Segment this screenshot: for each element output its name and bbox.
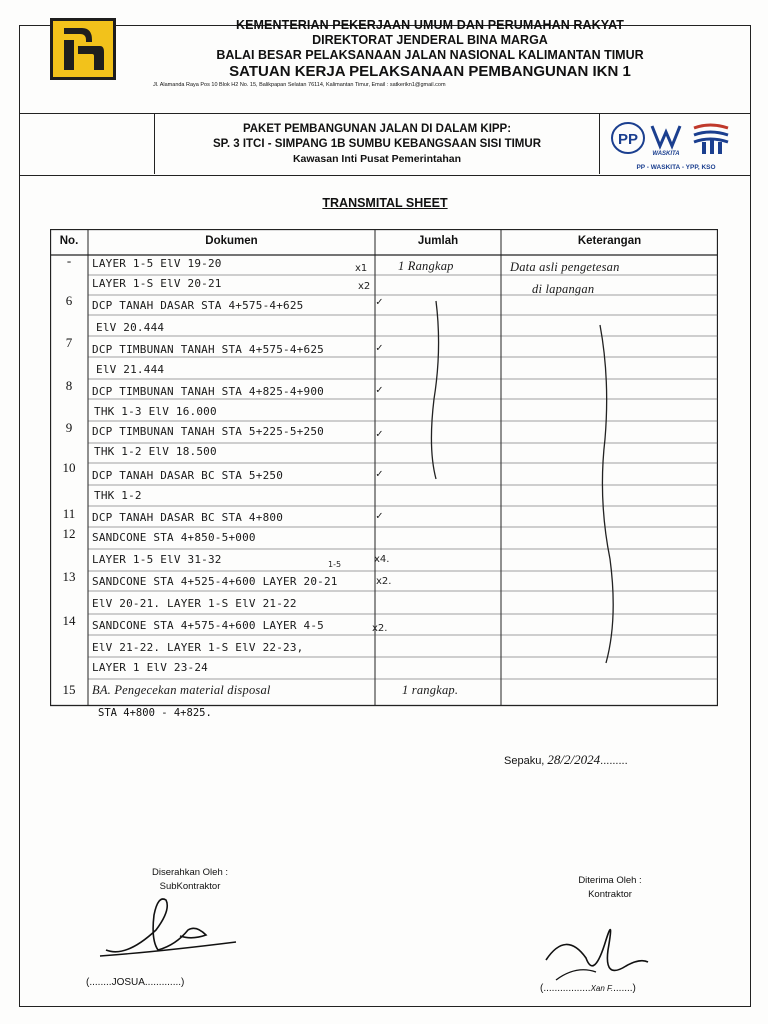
- row-doc-line: LAYER 1-5 ElV 31-32: [92, 553, 222, 566]
- transmittal-table: [50, 229, 718, 704]
- satker-name: SATUAN KERJA PELAKSANAAN PEMBANGUNAN IKN 1: [229, 63, 631, 80]
- package-header-left-cell: [19, 114, 155, 174]
- package-line-1: PAKET PEMBANGUNAN JALAN DI DALAM KIPP:: [242, 123, 512, 135]
- sender-name-text: JOSUA: [111, 977, 145, 988]
- row-mark: x2.: [376, 576, 392, 587]
- receiver-signature-icon: [536, 910, 686, 990]
- kso-label: PP - WASKITA - YPP, KSO: [636, 164, 716, 171]
- package-line-3: Kawasan Inti Pusat Pemerintahan: [292, 153, 462, 165]
- receiver-label: Diterima Oleh :: [578, 875, 642, 886]
- waskita-logo-text: WASKITA: [652, 151, 680, 157]
- package-header: [19, 114, 751, 176]
- row-jumlah: ✓: [376, 427, 383, 440]
- row-doc-line: BA. Pengecekan material disposal: [92, 683, 271, 697]
- row-no: 8: [65, 378, 73, 393]
- row-no: 15: [62, 682, 76, 697]
- row-jumlah: 1 Rangkap: [398, 259, 454, 273]
- row-keterangan: Data asli pengetesan: [510, 260, 620, 274]
- row-no: 10: [62, 460, 76, 475]
- row-doc-line: ElV 20.444: [96, 321, 165, 334]
- balai-name: BALAI BESAR PELAKSANAAN JALAN NASIONAL KALIMANTAN TIMUR: [216, 48, 644, 62]
- kso-logos-icon: [610, 120, 742, 158]
- row-doc-line: DCP TIMBUNAN TANAH STA 4+825-4+900: [92, 385, 324, 398]
- row-mark: x1: [355, 263, 368, 274]
- pupr-logo-icon: [50, 18, 116, 80]
- row-doc-line: ElV 21.444: [96, 363, 165, 376]
- row-doc-line: LAYER 1-S ElV 20-21: [92, 277, 222, 290]
- receiver-signature-block: [540, 874, 680, 902]
- row-mark: x4.: [374, 554, 390, 565]
- row-doc-line: THK 1-2 ElV 18.500: [94, 445, 217, 458]
- partner-logos-cell: [599, 114, 752, 174]
- row-doc-line: LAYER 1 ElV 23-24: [92, 661, 208, 674]
- pp-logo-text: PP: [617, 131, 639, 148]
- row-no: 9: [65, 420, 73, 435]
- row-doc-line: THK 1-2: [94, 489, 142, 502]
- row-no: 13: [62, 569, 76, 584]
- row-doc-line: THK 1-3 ElV 16.000: [94, 405, 217, 418]
- place-date: Sepaku, 28/2/2024.........: [504, 752, 628, 767]
- sender-label: Diserahkan Oleh :: [151, 867, 229, 878]
- row-mark: x2.: [372, 623, 388, 634]
- row-no: 7: [65, 335, 73, 350]
- col-header-keterangan: Keterangan: [577, 235, 642, 247]
- row-doc-line: DCP TANAH DASAR BC STA 5+250: [92, 469, 284, 482]
- place-label: Sepaku,: [504, 755, 548, 767]
- row-doc-line: LAYER 1-5 ElV 19-20: [92, 257, 222, 270]
- row-no: 11: [62, 506, 76, 521]
- row-jumlah: 1 rangkap.: [402, 683, 459, 697]
- row-superscript: 1-5: [328, 560, 342, 569]
- row-jumlah: ✓: [376, 341, 383, 354]
- package-line-2: SP. 3 ITCI - SIMPANG 1B SUMBU KEBANGSAAN SISI TIMUR: [213, 138, 541, 150]
- row-doc-line: DCP TIMBUNAN TANAH STA 4+575-4+625: [92, 343, 324, 356]
- row-doc-line: SANDCONE STA 4+850-5+000: [92, 531, 256, 544]
- row-keterangan: di lapangan: [532, 282, 595, 296]
- row-doc-line: DCP TANAH DASAR BC STA 4+800: [92, 511, 284, 524]
- document-title: TRANSMITAL SHEET: [322, 196, 448, 210]
- col-header-jumlah: Jumlah: [417, 235, 459, 247]
- receiver-name: (.................Xan F........): [540, 983, 636, 994]
- row-doc-line: SANDCONE STA 4+525-4+600 LAYER 20-21: [92, 575, 338, 588]
- sender-role: SubKontraktor: [159, 881, 221, 892]
- row-doc-line: DCP TIMBUNAN TANAH STA 5+225-5+250: [92, 425, 324, 438]
- row-doc-line: ElV 20-21. LAYER 1-S ElV 21-22: [92, 597, 297, 610]
- row-doc-line: ElV 21-22. LAYER 1-S ElV 22-23,: [92, 641, 304, 654]
- row-no: 12: [62, 526, 76, 541]
- receiver-role: Kontraktor: [588, 889, 632, 900]
- sender-signature-icon: [96, 890, 246, 970]
- sender-name: (........JOSUA.............): [86, 977, 185, 988]
- row-jumlah: ✓: [376, 295, 383, 308]
- package-title: [155, 122, 599, 166]
- col-header-dokumen: Dokumen: [205, 235, 258, 247]
- address-line: Jl. Alamanda Raya Pos 10 Blok H2 No. 15, Balikpapan Selatan 76114, Kalimantan Timur, Email : satkerikn1@gmail.com: [153, 82, 446, 88]
- row-no: 6: [65, 293, 73, 308]
- ministry-name: KEMENTERIAN PEKERJAAN UMUM DAN PERUMAHAN RAKYAT: [235, 18, 625, 32]
- row-jumlah: ✓: [376, 467, 383, 480]
- directorate-name: DIREKTORAT JENDERAL BINA MARGA: [312, 33, 548, 47]
- col-header-no: No.: [59, 235, 79, 247]
- date-value: 28/2/2024: [547, 752, 601, 767]
- receiver-name-text: Xan F.: [590, 984, 614, 993]
- row-no: 14: [62, 613, 76, 628]
- below-table-note: STA 4+800 - 4+825.: [98, 707, 212, 719]
- row-doc-line: DCP TANAH DASAR STA 4+575-4+625: [92, 299, 304, 312]
- ministry-header-text: [150, 18, 710, 89]
- row-jumlah: ✓: [376, 509, 383, 522]
- row-jumlah: ✓: [376, 383, 383, 396]
- row-no: -: [66, 253, 72, 268]
- row-mark: x2: [358, 281, 371, 292]
- row-doc-line: SANDCONE STA 4+575-4+600 LAYER 4-5: [92, 619, 324, 632]
